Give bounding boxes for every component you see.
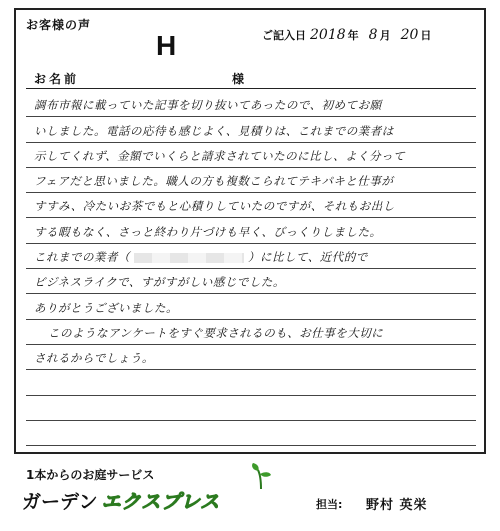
comment-text: ありがとうございました。 xyxy=(34,300,178,315)
comment-text: 調布市報に載っていた記事を切り抜いてあったので、初めてお願 xyxy=(34,98,382,113)
comment-text: すすみ、冷たいお茶でもと心積りしていたのですが、それもお出し xyxy=(34,199,395,214)
name-label: お名前 xyxy=(34,72,80,86)
comment-text: ビジネスライクで、すがすがしい感じでした。 xyxy=(34,275,285,290)
comment-text: いしました。電話の応待も感じよく、見積りは、これまでの業者は xyxy=(34,123,394,138)
testimonial-card xyxy=(14,8,486,454)
year-unit: 年 xyxy=(347,29,359,42)
comment-text-part: ）に比して、近代的で xyxy=(248,250,368,265)
date-label: ご記入日 xyxy=(262,29,306,42)
comment-line xyxy=(26,168,476,193)
comment-line xyxy=(26,320,476,345)
comment-line xyxy=(26,92,476,117)
day-unit: 日 xyxy=(420,29,432,42)
comment-line xyxy=(26,117,476,142)
comment-text: する暇もなく、さっと終わり片づけも早く、びっくりしました。 xyxy=(34,224,382,239)
comment-text: フェアだと思いました。職人の方も複数こられてテキパキと仕事が xyxy=(34,174,394,189)
date-year: 2018 xyxy=(310,27,346,43)
brand-main: ガーデン xyxy=(22,491,98,513)
date-month: 8 xyxy=(368,27,378,43)
sprout-icon xyxy=(250,462,272,490)
comment-line xyxy=(26,244,476,269)
comment-text xyxy=(34,249,368,265)
comment-line xyxy=(26,143,476,168)
date-day: 20 xyxy=(400,27,419,43)
brand-logo xyxy=(22,487,220,514)
comment-line xyxy=(26,269,476,294)
month-unit: 月 xyxy=(379,29,391,42)
handwritten-comment xyxy=(26,92,476,446)
entry-date xyxy=(262,27,439,43)
comment-line xyxy=(26,218,476,243)
comment-line xyxy=(26,370,476,395)
comment-text: このようなアンケートをすぐ要求されるのも、お仕事を大切に xyxy=(48,325,384,340)
name-suffix: 様 xyxy=(232,72,245,86)
staff-name: 野村 英栄 xyxy=(366,498,428,513)
brand-accent: エクスプレス xyxy=(101,491,221,513)
redacted-company-name xyxy=(134,253,244,263)
name-row xyxy=(26,68,476,89)
comment-line xyxy=(26,421,476,446)
comment-text: 示してくれず、金額でいくらと請求されていたのに比し、よく分って xyxy=(34,148,406,163)
comment-line xyxy=(26,396,476,421)
comment-line xyxy=(26,345,476,370)
staff-label: 担当: xyxy=(316,498,343,511)
comment-text: されるからでしょう。 xyxy=(34,351,154,366)
customer-initial: H xyxy=(156,30,177,61)
comment-text-part: これまでの業者（ xyxy=(34,250,130,265)
comment-line xyxy=(26,193,476,218)
customer-voice-label: お客様の声 xyxy=(26,18,92,32)
comment-line xyxy=(26,294,476,319)
brand-tagline: 1本からのお庭サービス xyxy=(26,468,155,482)
